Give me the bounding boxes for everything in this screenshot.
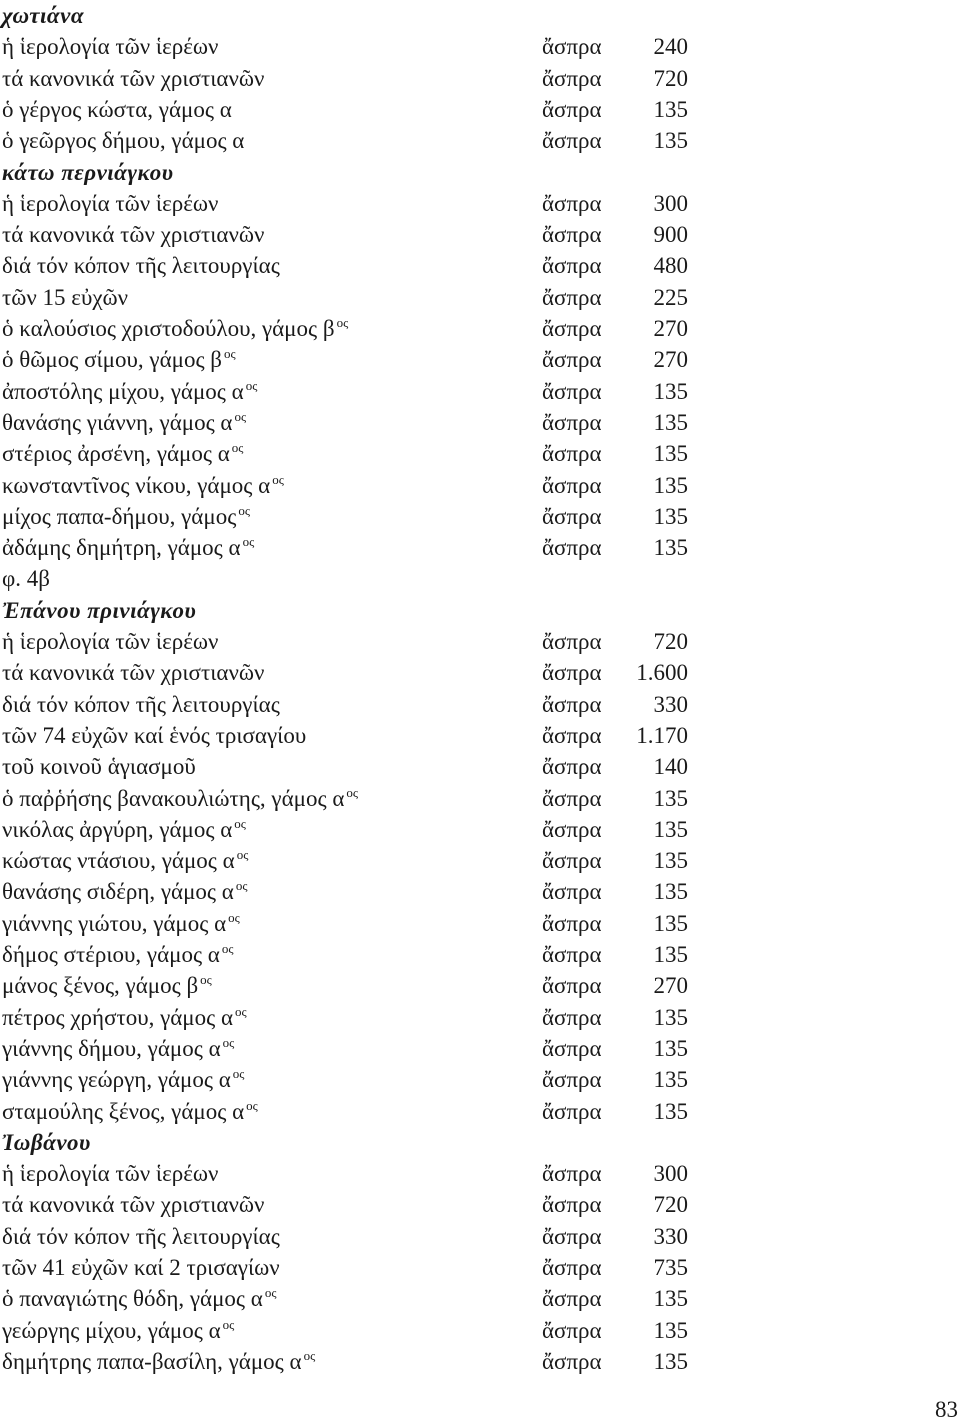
currency-label: ἄσπρα [542, 34, 602, 60]
ordinal-suffix: ος [235, 878, 248, 894]
currency-label: ἄσπρα [542, 816, 602, 842]
entry-label: ἡ ἱερολογία τῶν ἱερέων [2, 34, 219, 60]
amount-value: 135 [653, 816, 688, 842]
amount-value: 135 [653, 96, 688, 122]
ordinal-suffix: ος [231, 440, 244, 456]
ordinal-suffix: ος [224, 346, 236, 362]
ordinal-suffix: ος [246, 1097, 258, 1113]
amount-value: 225 [653, 284, 688, 310]
ordinal-suffix: ος [272, 471, 284, 487]
entry-label-wrap [2, 876, 248, 907]
amount-value: 135 [653, 879, 688, 905]
currency-label: ἄσπρα [542, 879, 602, 905]
ledger-entry [2, 783, 688, 814]
currency-label: ἄσπρα [542, 1004, 602, 1030]
entry-label: ὁ θῶμος σίμου, γάμος β [2, 347, 223, 373]
ordinal-suffix: ος [235, 1003, 247, 1019]
ordinal-suffix: ος [232, 1066, 245, 1082]
ledger-entry [2, 1283, 688, 1314]
entry-label-wrap [2, 470, 284, 501]
entry-label-wrap [2, 501, 250, 532]
ledger-entry [2, 344, 688, 375]
folio-reference: φ. 4β [2, 566, 50, 592]
currency-label: ἄσπρα [542, 1348, 602, 1374]
amount-value: 135 [653, 128, 688, 154]
ledger-entry [2, 720, 688, 751]
ledger-entry [2, 188, 688, 219]
ledger-entry [2, 1252, 688, 1283]
ordinal-suffix: ος [234, 408, 247, 424]
entry-label-wrap [2, 344, 236, 375]
entry-label-wrap [2, 532, 254, 563]
entry-label: ἀποστόλης μίχου, γάμος α [2, 378, 244, 404]
ledger-entry [2, 1158, 688, 1189]
entry-label-wrap [2, 1283, 276, 1314]
ledger-entry [2, 1346, 688, 1377]
section-heading: κάτω περνιάγκου [2, 159, 174, 185]
ordinal-suffix: ος [346, 784, 359, 800]
amount-value: 1.170 [636, 722, 688, 748]
ledger-entry [2, 845, 688, 876]
amount-value: 135 [653, 1035, 688, 1061]
amount-value: 900 [653, 222, 688, 248]
currency-label: ἄσπρα [542, 1161, 602, 1187]
entry-label: δημήτρης παπα-βασίλη, γάμος α [2, 1348, 302, 1374]
currency-label: ἄσπρα [542, 1255, 602, 1280]
ordinal-suffix: ος [242, 534, 255, 550]
ledger-entry [2, 125, 688, 156]
entry-label: νικόλας ἀργύρη, γάμος α [2, 816, 233, 842]
amount-value: 720 [653, 629, 688, 654]
ledger-entry [2, 376, 688, 407]
entry-label: κώστας ντάσιου, γάμος α [2, 848, 235, 874]
ordinal-suffix: ος [236, 847, 249, 863]
ordinal-suffix: ος [245, 377, 258, 393]
ledger-entry [2, 470, 688, 501]
amount-value: 135 [653, 942, 688, 967]
amount-value: 300 [653, 1161, 688, 1187]
entry-label-wrap [2, 1064, 244, 1095]
entry-label: ὁ παναγιώτης θόδη, γάμος α [2, 1286, 263, 1312]
entry-label: σταμούλης ξένος, γάμος α [2, 1098, 245, 1124]
currency-label: ἄσπρα [542, 785, 602, 811]
currency-label: ἄσπρα [542, 535, 602, 561]
ordinal-suffix: ος [221, 941, 234, 956]
entry-label: ὁ γεῶργος δήμου, γάμος α [2, 128, 245, 154]
currency-label: ἄσπρα [542, 190, 602, 216]
currency-label: ἄσπρα [542, 942, 602, 967]
page-number: 83 [935, 1397, 958, 1422]
currency-label: ἄσπρα [542, 1286, 602, 1312]
entry-label: τά κανονικά τῶν χριστιανῶν [2, 222, 265, 248]
amount-value: 135 [653, 503, 688, 529]
ledger-entry [2, 657, 688, 688]
currency-label: ἄσπρα [542, 128, 602, 154]
ordinal-suffix: ος [228, 909, 240, 925]
currency-label: ἄσπρα [542, 503, 602, 529]
ledger-entry [2, 438, 688, 469]
entry-label: ὁ καλούσιος χριστοδούλου, γάμος β [2, 316, 335, 341]
amount-value: 330 [653, 691, 688, 717]
section-heading: Ἐπάνου πρινιάγκου [2, 597, 197, 623]
ledger-entry [2, 532, 688, 563]
entry-label: τά κανονικά τῶν χριστιανῶν [2, 660, 265, 686]
ledger-entry [2, 31, 688, 62]
ordinal-suffix: ος [238, 502, 250, 518]
ledger-entry [2, 1189, 688, 1220]
entry-label-wrap [2, 376, 257, 407]
ledger-entry [2, 814, 688, 845]
currency-label: ἄσπρα [542, 253, 602, 279]
amount-value: 135 [653, 785, 688, 811]
entry-label-wrap [2, 908, 240, 939]
amount-value: 135 [653, 1286, 688, 1312]
entry-label: τά κανονικά τῶν χριστιανῶν [2, 1192, 265, 1218]
entry-label: τῶν 15 εὐχῶν [2, 284, 129, 310]
entry-label-wrap [2, 1315, 234, 1346]
currency-label: ἄσπρα [542, 1098, 602, 1124]
entry-label: ἡ ἱερολογία τῶν ἱερέων [2, 1161, 219, 1187]
amount-value: 735 [653, 1255, 688, 1280]
amount-value: 135 [653, 472, 688, 498]
amount-value: 135 [653, 1348, 688, 1374]
currency-label: ἄσπρα [542, 96, 602, 122]
amount-value: 135 [653, 378, 688, 404]
currency-label: ἄσπρα [542, 284, 602, 310]
ordinal-suffix: ος [303, 1347, 316, 1363]
ledger-entry [2, 626, 688, 657]
currency-label: ἄσπρα [542, 378, 602, 404]
ledger-entry [2, 1096, 688, 1127]
ledger-entry [2, 970, 688, 1001]
ledger-entry [2, 250, 688, 281]
entry-label: διά τόν κόπον τῆς λειτουργίας [2, 691, 280, 717]
currency-label: ἄσπρα [542, 722, 602, 748]
entry-label: πέτρος χρήστου, γάμος α [2, 1004, 234, 1030]
entry-label: γιάννης δήμου, γάμος α [2, 1035, 221, 1061]
ordinal-suffix: ος [336, 315, 349, 330]
amount-value: 270 [653, 316, 688, 341]
amount-value: 135 [653, 409, 688, 435]
entry-label: τά κανονικά τῶν χριστιανῶν [2, 65, 265, 91]
entry-label: τῶν 74 εὐχῶν καί ἑνός τρισαγίου [2, 722, 307, 748]
ordinal-suffix: ος [264, 1285, 277, 1301]
entry-label-wrap [2, 783, 358, 814]
entry-label: διά τόν κόπον τῆς λειτουργίας [2, 1223, 280, 1249]
amount-value: 135 [653, 1317, 688, 1343]
entry-label-wrap [2, 313, 348, 344]
entry-label: ἀδάμης δημήτρη, γάμος α [2, 535, 241, 561]
entry-label: ἡ ἱερολογία τῶν ἱερέων [2, 629, 219, 654]
currency-label: ἄσπρα [542, 973, 602, 999]
ledger-entry [2, 1033, 688, 1064]
amount-value: 240 [653, 34, 688, 60]
ordinal-suffix: ος [200, 972, 212, 988]
currency-label: ἄσπρα [542, 660, 602, 686]
entry-label-wrap [2, 845, 248, 876]
ordinal-suffix: ος [222, 1316, 235, 1332]
entry-label: κωνσταντῖνος νίκου, γάμος α [2, 472, 271, 498]
amount-value: 270 [653, 347, 688, 373]
ledger-entry [2, 939, 688, 970]
currency-label: ἄσπρα [542, 691, 602, 717]
entry-label: διά τόν κόπον τῆς λειτουργίας [2, 253, 280, 279]
ledger-entry [2, 63, 688, 94]
entry-label-wrap [2, 1346, 315, 1377]
currency-label: ἄσπρα [542, 848, 602, 874]
ledger-entry [2, 407, 688, 438]
entry-label-wrap [2, 970, 212, 1001]
entry-label: γεώργης μίχου, γάμος α [2, 1317, 221, 1343]
entry-label-wrap [2, 438, 243, 469]
entry-label: γιάννης γιώτου, γάμος α [2, 910, 227, 936]
section-heading: χωτιάνα [2, 3, 85, 28]
ledger-entry [2, 1002, 688, 1033]
ledger-entry [2, 501, 688, 532]
currency-label: ἄσπρα [542, 754, 602, 780]
entry-label: μίχος παπα-δήμου, γάμος [2, 503, 237, 529]
currency-label: ἄσπρα [542, 441, 602, 467]
currency-label: ἄσπρα [542, 347, 602, 373]
entry-label: τοῦ κοινοῦ ἁγιασμοῦ [2, 754, 196, 780]
entry-label: θανάσης γιάννη, γάμος α [2, 409, 233, 435]
currency-label: ἄσπρα [542, 910, 602, 936]
entry-label: τῶν 41 εὐχῶν καί 2 τρισαγίων [2, 1255, 280, 1280]
ledger-entry [2, 219, 688, 250]
currency-label: ἄσπρα [542, 316, 602, 341]
currency-label: ἄσπρα [542, 1223, 602, 1249]
ordinal-suffix: ος [222, 1034, 235, 1050]
amount-value: 135 [653, 848, 688, 874]
amount-value: 330 [653, 1223, 688, 1249]
entry-label-wrap [2, 1096, 258, 1127]
currency-label: ἄσπρα [542, 409, 602, 435]
entry-label-wrap [2, 1033, 234, 1064]
amount-value: 480 [653, 253, 688, 279]
ledger-entry [2, 1221, 688, 1252]
entry-label: ὁ παῤῥήσης βανακουλιώτης, γάμος α [2, 785, 345, 811]
entry-label: γιάννης γεώργη, γάμος α [2, 1067, 231, 1093]
amount-value: 720 [653, 65, 688, 91]
entry-label: θανάσης σιδέρη, γάμος α [2, 879, 234, 905]
amount-value: 135 [653, 1004, 688, 1030]
currency-label: ἄσπρα [542, 1192, 602, 1218]
currency-label: ἄσπρα [542, 1035, 602, 1061]
entry-label: ὁ γέργος κώστα, γάμος α [2, 96, 232, 122]
currency-label: ἄσπρα [542, 222, 602, 248]
amount-value: 300 [653, 190, 688, 216]
ledger-entry [2, 751, 688, 782]
amount-value: 1.600 [636, 660, 688, 686]
entry-label: δήμος στέριου, γάμος α [2, 942, 220, 967]
entry-label: μάνος ξένος, γάμος β [2, 973, 199, 999]
amount-value: 135 [653, 910, 688, 936]
ledger-entry [2, 876, 688, 907]
amount-value: 135 [653, 1067, 688, 1093]
currency-label: ἄσπρα [542, 1067, 602, 1093]
amount-value: 135 [653, 441, 688, 467]
amount-value: 270 [653, 973, 688, 999]
entry-label-wrap [2, 1002, 247, 1033]
amount-value: 720 [653, 1192, 688, 1218]
amount-value: 135 [653, 535, 688, 561]
entry-label: στέριος ἀρσένη, γάμος α [2, 441, 230, 467]
entry-label-wrap [2, 814, 246, 845]
entry-label: ἡ ἱερολογία τῶν ἱερέων [2, 190, 219, 216]
ordinal-suffix: ος [234, 815, 246, 831]
ledger-entry [2, 282, 688, 313]
currency-label: ἄσπρα [542, 629, 602, 654]
currency-label: ἄσπρα [542, 65, 602, 91]
amount-value: 135 [653, 1098, 688, 1124]
amount-value: 140 [653, 754, 688, 780]
section-heading: Ἰωβάνου [2, 1129, 91, 1155]
currency-label: ἄσπρα [542, 1317, 602, 1343]
ledger-entry [2, 1315, 688, 1346]
entry-label-wrap [2, 939, 234, 970]
ledger-entry [2, 94, 688, 125]
ledger-entry [2, 313, 688, 344]
ledger-entry [2, 1064, 688, 1095]
ledger-entry [2, 908, 688, 939]
ledger-entry [2, 689, 688, 720]
currency-label: ἄσπρα [542, 472, 602, 498]
entry-label-wrap [2, 407, 246, 438]
